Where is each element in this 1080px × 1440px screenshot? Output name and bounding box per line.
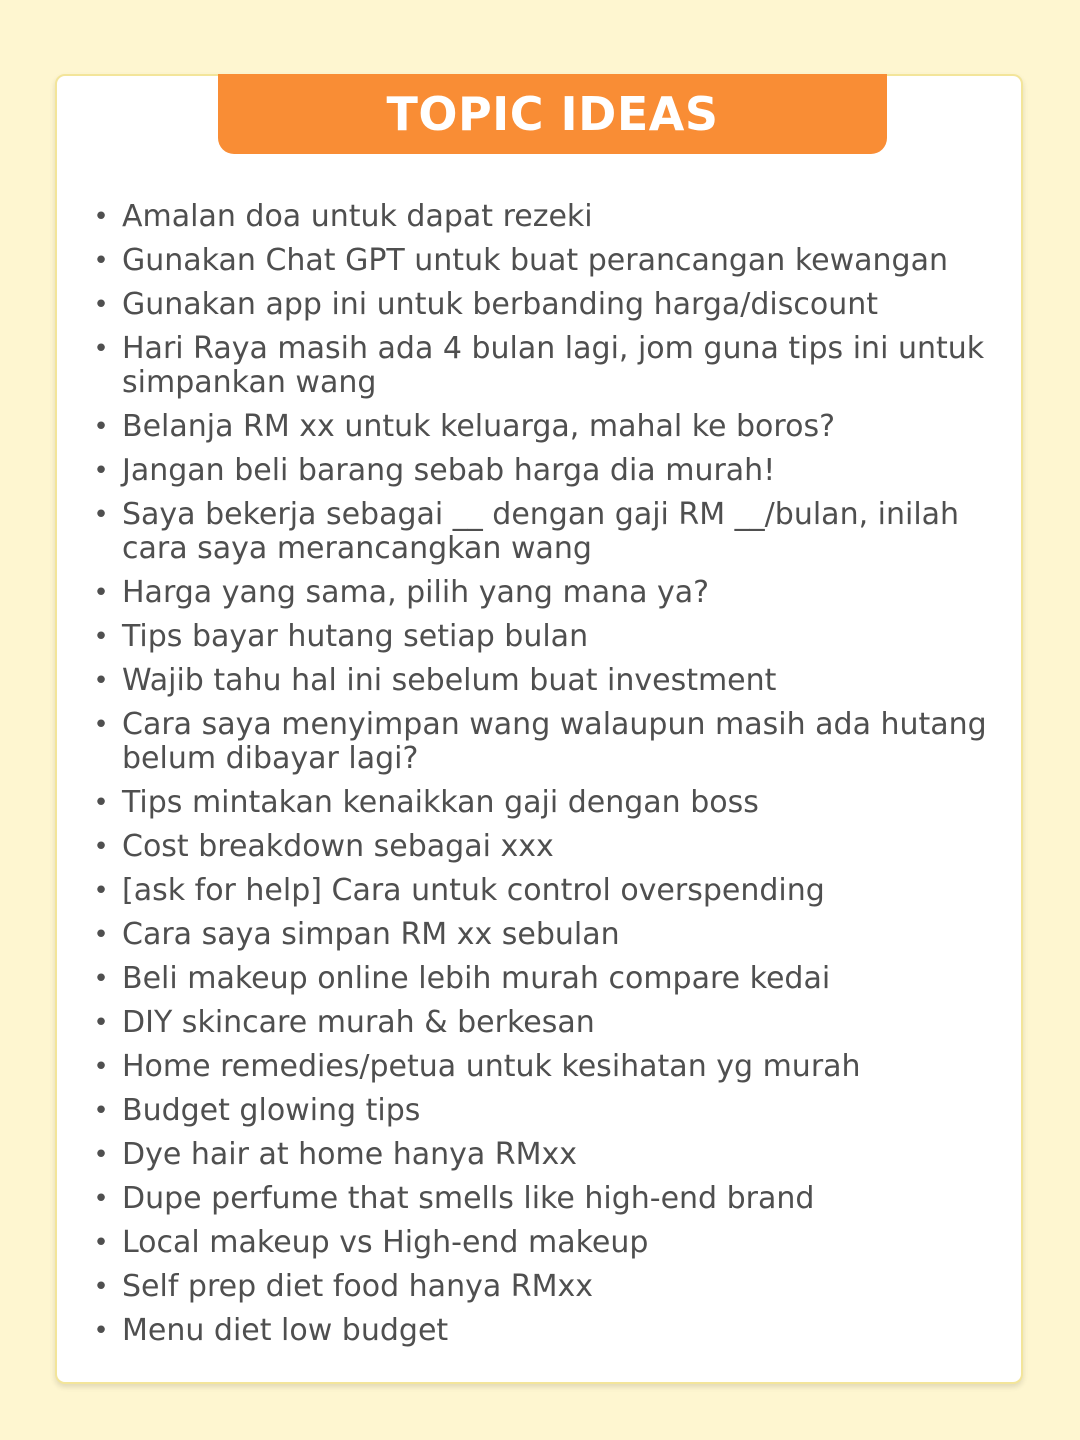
topic-ideas-card (55, 74, 1023, 1384)
bullet-icon: • (93, 334, 109, 364)
bullet-icon: • (93, 710, 109, 740)
topic-text: [ask for help] Cara untuk control overspending (122, 873, 825, 908)
list-item (57, 244, 1021, 278)
bullet-icon: • (93, 202, 109, 232)
list-item (57, 1094, 1021, 1128)
page-title: TOPIC IDEAS (386, 87, 719, 141)
list-item (57, 1226, 1021, 1260)
list-item (57, 918, 1021, 952)
list-item (57, 1138, 1021, 1172)
topic-text: Tips bayar hutang setiap bulan (122, 619, 589, 654)
header-banner (218, 74, 887, 154)
bullet-icon: • (93, 1096, 109, 1126)
topic-text: Amalan doa untuk dapat rezeki (122, 199, 593, 234)
topic-text: DIY skincare murah & berkesan (122, 1005, 595, 1040)
list-item (57, 874, 1021, 908)
topic-text: Beli makeup online lebih murah compare kedai (122, 961, 831, 996)
bullet-icon: • (93, 1184, 109, 1214)
topic-text: Belanja RM xx untuk keluarga, mahal ke boros? (122, 409, 835, 444)
list-item (57, 1314, 1021, 1348)
bullet-icon: • (93, 500, 109, 530)
topic-text: Dupe perfume that smells like high-end brand (122, 1181, 815, 1216)
bullet-icon: • (93, 920, 109, 950)
topic-text: Menu diet low budget (122, 1313, 449, 1348)
bullet-icon: • (93, 832, 109, 862)
bullet-icon: • (93, 290, 109, 320)
list-item (57, 1050, 1021, 1084)
topic-text: Tips mintakan kenaikkan gaji dengan boss (122, 785, 759, 820)
list-item (57, 200, 1021, 234)
topic-text: Local makeup vs High-end makeup (122, 1225, 649, 1260)
bullet-icon: • (93, 1272, 109, 1302)
topic-list (57, 200, 1021, 1358)
topic-text: Dye hair at home hanya RMxx (122, 1137, 578, 1172)
topic-text: Cost breakdown sebagai xxx (122, 829, 554, 864)
topic-text: Gunakan app ini untuk berbanding harga/discount (122, 287, 879, 322)
bullet-icon: • (93, 1008, 109, 1038)
topic-text: Hari Raya masih ada 4 bulan lagi, jom guna tips ini untuk simpankan wang (122, 331, 985, 400)
bullet-icon: • (93, 1316, 109, 1346)
topic-text: Cara saya simpan RM xx sebulan (122, 917, 620, 952)
list-item (57, 664, 1021, 698)
bullet-icon: • (93, 1228, 109, 1258)
list-item (57, 786, 1021, 820)
topic-text: Home remedies/petua untuk kesihatan yg murah (122, 1049, 861, 1084)
topic-text: Wajib tahu hal ini sebelum buat investment (122, 663, 777, 698)
bullet-icon: • (93, 622, 109, 652)
topic-text: Jangan beli barang sebab harga dia murah! (122, 453, 776, 488)
topic-text: Gunakan Chat GPT untuk buat perancangan kewangan (122, 243, 948, 278)
bullet-icon: • (93, 1052, 109, 1082)
list-item (57, 708, 1021, 776)
bullet-icon: • (93, 876, 109, 906)
list-item (57, 576, 1021, 610)
list-item (57, 454, 1021, 488)
bullet-icon: • (93, 1140, 109, 1170)
bullet-icon: • (93, 456, 109, 486)
list-item (57, 1182, 1021, 1216)
topic-text: Budget glowing tips (122, 1093, 421, 1128)
bullet-icon: • (93, 578, 109, 608)
list-item (57, 498, 1021, 566)
topic-text: Harga yang sama, pilih yang mana ya? (122, 575, 710, 610)
list-item (57, 410, 1021, 444)
bullet-icon: • (93, 412, 109, 442)
bullet-icon: • (93, 666, 109, 696)
list-item (57, 332, 1021, 400)
list-item (57, 1006, 1021, 1040)
list-item (57, 962, 1021, 996)
list-item (57, 288, 1021, 322)
bullet-icon: • (93, 788, 109, 818)
topic-text: Cara saya menyimpan wang walaupun masih ada hutang belum dibayar lagi? (122, 707, 987, 776)
bullet-icon: • (93, 246, 109, 276)
list-item (57, 1270, 1021, 1304)
list-item (57, 620, 1021, 654)
bullet-icon: • (93, 964, 109, 994)
topic-text: Self prep diet food hanya RMxx (122, 1269, 593, 1304)
topic-text: Saya bekerja sebagai __ dengan gaji RM __/bulan, inilah cara saya merancangkan wang (122, 497, 960, 566)
list-item (57, 830, 1021, 864)
